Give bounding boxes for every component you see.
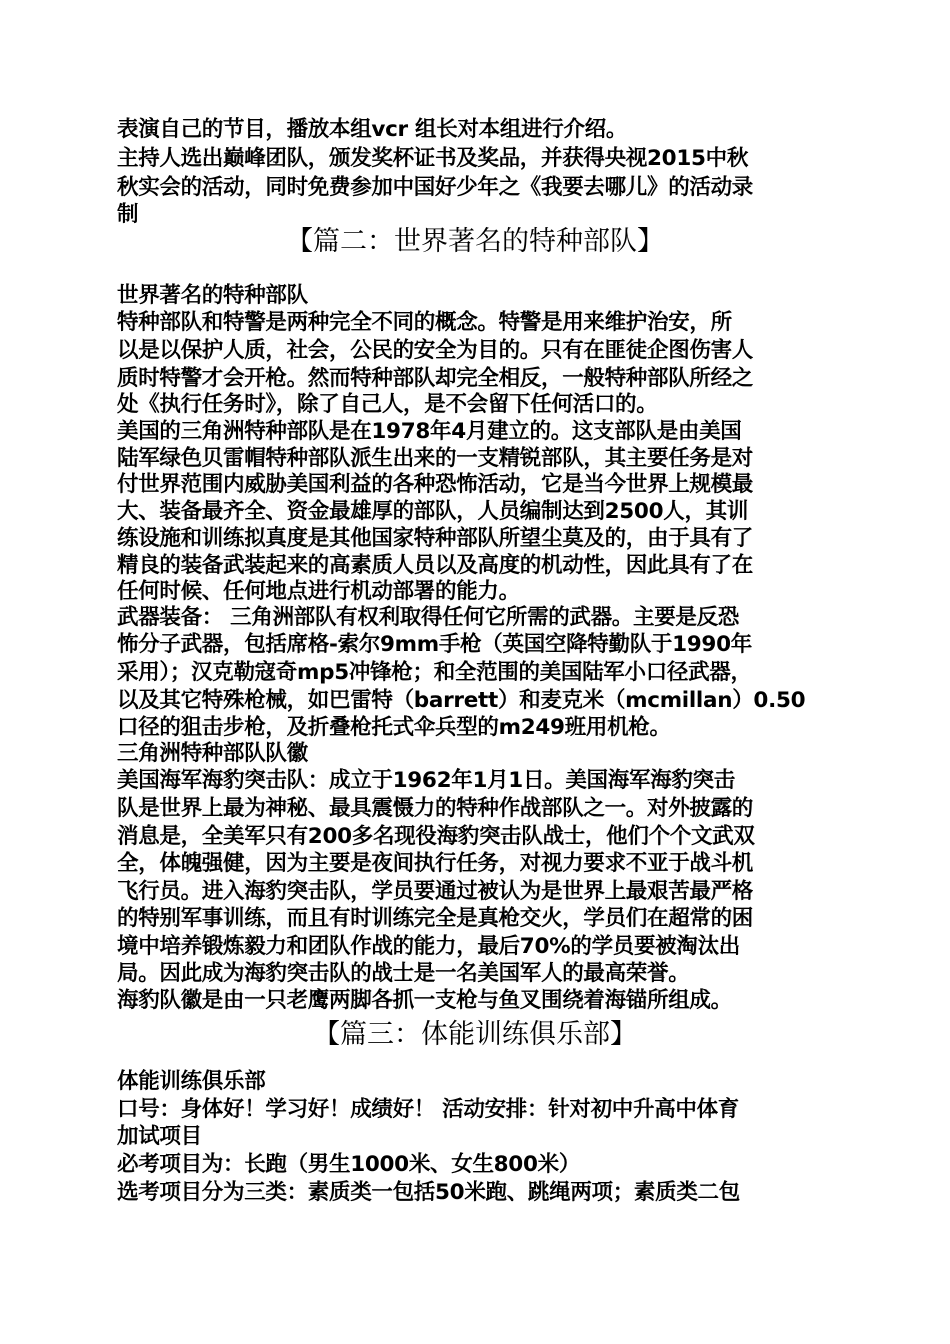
section2-line-20: 队是世界上最为神秘、最具震慑力的特种作战部队之一。对外披露的	[117, 796, 754, 821]
section2-line-25: 境中培养锻炼毅力和团队作战的能力，最后70%的学员要被淘汰出	[117, 934, 740, 959]
section2-line-17: 口径的狙击步枪，及折叠枪托式伞兵型的m249班用机枪。	[117, 715, 671, 740]
section2-line-9: 大、装备最齐全、资金最雄厚的部队，人员编制达到2500人，其训	[117, 499, 749, 524]
section2-line-16: 以及其它特殊枪械，如巴雷特（barrett）和麦克米（mcmillan）0.50	[117, 688, 806, 713]
intro-line-1: 表演自己的节目，播放本组vcr 组长对本组进行介绍。	[117, 117, 628, 142]
section2-line-26: 局。因此成为海豹突击队的战士是一名美国军人的最高荣誉。	[117, 961, 690, 986]
section2-line-5: 处《执行任务时》，除了自己人，是不会留下任何活口的。	[117, 392, 658, 417]
section3-line-2: 口号：身体好！学习好！成绩好！ 活动安排：针对初中升高中体育	[117, 1097, 739, 1122]
intro-line-4: 制	[117, 202, 139, 227]
section2-line-11: 精良的装备武装起来的高素质人员以及高度的机动性，因此具有了在	[117, 553, 754, 578]
section2-line-13: 武器装备： 三角洲部队有权利取得任何它所需的武器。主要是反恐	[117, 605, 739, 630]
section2-line-15: 采用）；汉克勒寇奇mp5冲锋枪；和全范围的美国陆军小口径武器，	[117, 660, 752, 685]
intro-line-3: 秋实会的活动，同时免费参加中国好少年之《我要去哪儿》的活动录	[117, 175, 754, 200]
section2-line-6: 美国的三角洲特种部队是在1978年4月建立的。这支部队是由美国	[117, 419, 742, 444]
section2-line-21: 消息是，全美军只有200多名现役海豹突击队战士，他们个个文武双	[117, 824, 755, 849]
intro-line-2: 主持人选出巅峰团队，颁发奖杯证书及奖品，并获得央视2015中秋	[117, 146, 749, 171]
section2-line-24: 的特别军事训练，而且有时训练完全是真枪交火，学员们在超常的困	[117, 906, 754, 931]
section2-line-3: 以是以保护人质，社会，公民的安全为目的。只有在匪徒企图伤害人	[117, 338, 754, 363]
section3-line-4: 必考项目为：长跑（男生1000米、女生800米）	[117, 1152, 581, 1177]
section2-line-2: 特种部队和特警是两种完全不同的概念。特警是用来维护治安，所	[117, 310, 732, 335]
section2-line-7: 陆军绿色贝雷帽特种部队派生出来的一支精锐部队，其主要任务是对	[117, 446, 754, 471]
section3-line-5: 选考项目分为三类：素质类一包括50米跑、跳绳两项；素质类二包	[117, 1180, 740, 1205]
section2-line-8: 付世界范围内威胁美国利益的各种恐怖活动，它是当今世界上规模最	[117, 472, 754, 497]
section2-line-22: 全，体魄强健，因为主要是夜间执行任务，对视力要求不亚于战斗机	[117, 851, 754, 876]
section2-line-14: 怖分子武器，包括席格-索尔9mm手枪（英国空降特勤队于1990年	[117, 632, 752, 657]
section3-heading: 【篇三：体能训练俱乐部】	[313, 1019, 637, 1050]
section3-line-1: 体能训练俱乐部	[117, 1069, 266, 1094]
section2-line-10: 练设施和训练拟真度是其他国家特种部队所望尘莫及的，由于具有了	[117, 526, 754, 551]
section2-line-18: 三角洲特种部队队徽	[117, 741, 308, 766]
section2-heading: 【篇二：世界著名的特种部队】	[286, 226, 664, 257]
section2-line-19: 美国海军海豹突击队：成立于1962年1月1日。美国海军海豹突击	[117, 768, 735, 793]
section3-line-3: 加试项目	[117, 1124, 202, 1149]
section2-line-27: 海豹队徽是由一只老鹰两脚各抓一支枪与鱼叉围绕着海锚所组成。	[117, 988, 732, 1013]
section2-line-4: 质时特警才会开枪。然而特种部队却完全相反，一般特种部队所经之	[117, 366, 754, 391]
section2-line-23: 飞行员。进入海豹突击队，学员要通过被认为是世界上最艰苦最严格	[117, 879, 754, 904]
section2-line-1: 世界著名的特种部队	[117, 283, 308, 308]
section2-line-12: 任何时候、任何地点进行机动部署的能力。	[117, 579, 520, 604]
